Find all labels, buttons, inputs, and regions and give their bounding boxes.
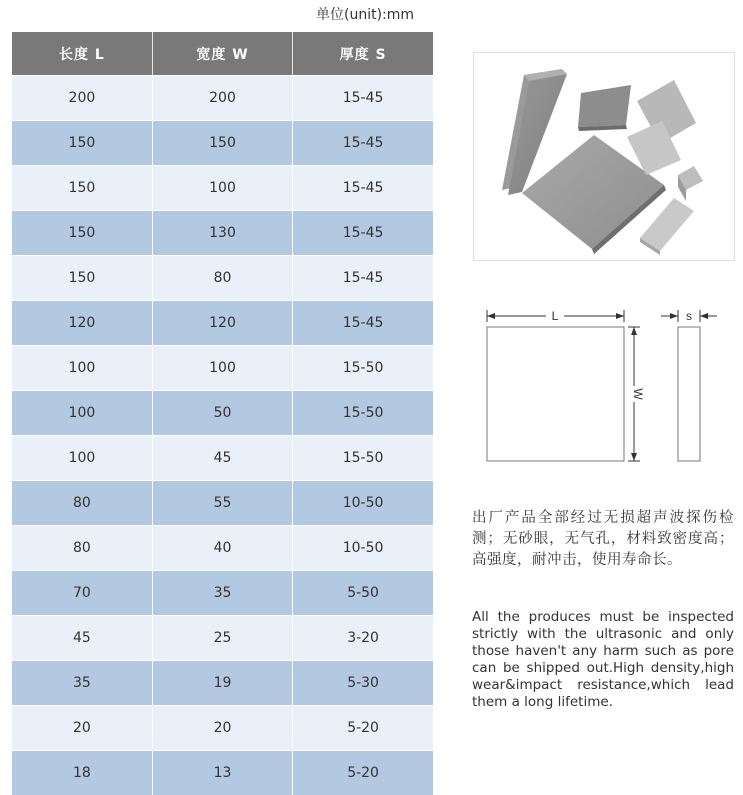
cell-width: 13 (152, 751, 292, 795)
cell-thickness: 3-20 (293, 616, 433, 661)
table-row (12, 76, 433, 121)
cell-thickness: 5-50 (293, 571, 433, 616)
table-header-row (12, 32, 433, 76)
cell-length: 35 (12, 661, 152, 706)
cell-length: 20 (12, 706, 152, 751)
header-length: 长度 L (12, 32, 152, 76)
table-row (12, 481, 433, 526)
cell-length: 150 (12, 166, 152, 211)
cell-length: 100 (12, 346, 152, 391)
cell-length: 150 (12, 256, 152, 301)
cell-width: 120 (152, 301, 292, 346)
table-row (12, 661, 433, 706)
thickness-label: s (686, 309, 692, 323)
cell-width: 25 (152, 616, 292, 661)
cell-thickness: 15-45 (293, 121, 433, 166)
cell-width: 200 (152, 76, 292, 121)
table-row (12, 391, 433, 436)
dimension-drawing (473, 300, 733, 470)
table-body (12, 76, 433, 795)
table-row (12, 301, 433, 346)
cell-length: 150 (12, 211, 152, 256)
width-label: W (631, 388, 645, 400)
spec-table (12, 32, 433, 795)
cell-length: 200 (12, 76, 152, 121)
plate-side-outline (678, 327, 700, 461)
table-row (12, 526, 433, 571)
product-photo (473, 52, 735, 261)
table-row (12, 751, 433, 795)
cell-length: 100 (12, 436, 152, 481)
plate-front-outline (487, 327, 624, 461)
cell-thickness: 15-50 (293, 346, 433, 391)
cell-width: 50 (152, 391, 292, 436)
dimension-diagram (473, 300, 733, 470)
cell-width: 45 (152, 436, 292, 481)
table-row (12, 121, 433, 166)
table-row (12, 436, 433, 481)
cell-width: 150 (152, 121, 292, 166)
description-english: All the produces must be inspected strictly with the ultrasonic and only those haven't any harm such as pore can be shipped out.High density,high wear&impact resistance,which lead them a long lifetime. (472, 609, 734, 711)
cell-width: 130 (152, 211, 292, 256)
table-row (12, 571, 433, 616)
cell-length: 100 (12, 391, 152, 436)
table-row (12, 346, 433, 391)
description-chinese: 出厂产品全部经过无损超声波探伤检测；无砂眼，无气孔，材料致密度高；高强度，耐冲击，使用寿命长。 (472, 508, 734, 571)
cell-thickness: 5-20 (293, 706, 433, 751)
table-row (12, 211, 433, 256)
cell-thickness: 15-45 (293, 256, 433, 301)
table-row (12, 706, 433, 751)
cell-width: 80 (152, 256, 292, 301)
cell-thickness: 15-50 (293, 436, 433, 481)
cell-thickness: 5-20 (293, 751, 433, 795)
cell-length: 18 (12, 751, 152, 795)
cell-length: 80 (12, 526, 152, 571)
header-width: 宽度 W (152, 32, 292, 76)
cell-thickness: 15-45 (293, 211, 433, 256)
cell-width: 35 (152, 571, 292, 616)
cell-width: 19 (152, 661, 292, 706)
cell-width: 20 (152, 706, 292, 751)
length-label: L (552, 309, 559, 323)
cell-length: 45 (12, 616, 152, 661)
table-row (12, 256, 433, 301)
cell-thickness: 15-50 (293, 391, 433, 436)
cell-thickness: 5-30 (293, 661, 433, 706)
cell-width: 100 (152, 166, 292, 211)
cell-length: 150 (12, 121, 152, 166)
cell-length: 70 (12, 571, 152, 616)
cell-width: 55 (152, 481, 292, 526)
cell-thickness: 15-45 (293, 301, 433, 346)
table-row (12, 166, 433, 211)
cell-width: 100 (152, 346, 292, 391)
cell-width: 40 (152, 526, 292, 571)
cell-thickness: 15-45 (293, 166, 433, 211)
cell-length: 80 (12, 481, 152, 526)
cell-length: 120 (12, 301, 152, 346)
table-row (12, 616, 433, 661)
header-thickness: 厚度 S (293, 32, 433, 76)
carbide-plates-image (474, 53, 734, 260)
cell-thickness: 10-50 (293, 481, 433, 526)
unit-label: 单位(unit):mm (316, 4, 414, 24)
cell-thickness: 15-45 (293, 76, 433, 121)
cell-thickness: 10-50 (293, 526, 433, 571)
